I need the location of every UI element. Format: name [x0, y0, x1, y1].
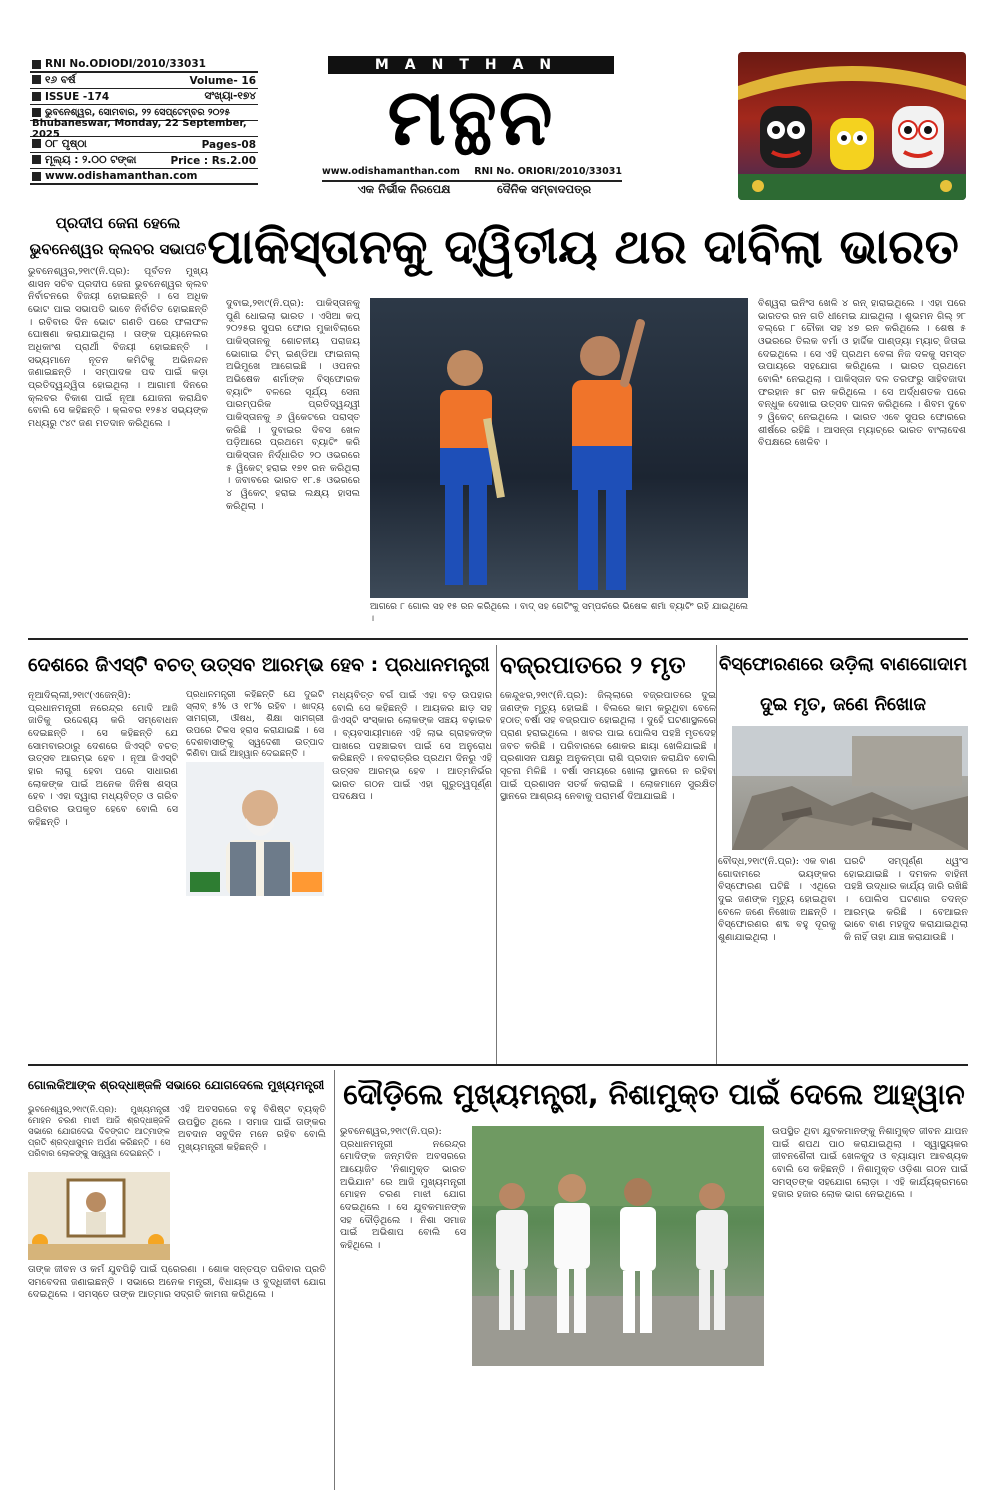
- column-rule-2: [716, 645, 717, 1065]
- player-right: [572, 318, 646, 590]
- story6-body-a: ଭୁବନେଶ୍ୱର,୨୧ା୯(ନି.ପ୍ର): ମୁଖ୍ୟମନ୍ତ୍ରୀ ମୋହନ ଚରଣ ମାଝୀ ଆଜି ଶ୍ରଦ୍ଧାଞ୍ଜଳି ସଭାରେ ଯୋଗଦେଇ ଦିବଙ୍ଗତ ଆତ୍ମାଙ୍କ ପ୍ରତି ଶ୍ରଦ୍ଧାସୁମନ ଅର୍ପଣ କରିଛନ୍ତି । ସେ ପରିବାର ଲୋକଙ୍କୁ ସାନ୍ତ୍ୱନା ଦେଇଛନ୍ତି ।: [28, 1104, 170, 1159]
- section-divider-2: [28, 1064, 968, 1066]
- deity-illustration: [738, 52, 966, 200]
- story2-headline: ପ୍ରଦୀପ ଜେନା ହେଲେ ଭୁବନେଶ୍ୱର କ୍ଲବର ସଭାପତି: [29, 214, 207, 258]
- story5-subhead: ଦୁଇ ମୃତ, ଜଣେ ନିଖୋଜ: [760, 694, 926, 715]
- rni-row: [30, 57, 258, 73]
- tagline-left: ଏକ ନିର୍ଭୀକ ନିରପେକ୍ଷ: [357, 182, 451, 196]
- price: Price : Rs.2.00: [170, 154, 256, 167]
- bullet-icon: [32, 75, 41, 84]
- bullet-icon: [32, 172, 41, 181]
- deity-figure-left: [760, 106, 812, 168]
- pm-photo-illustration: [186, 762, 324, 896]
- cricket-photo-illustration: [370, 298, 748, 598]
- website: www.odishamanthan.com: [45, 170, 198, 182]
- banner-text: MANTHAN: [374, 57, 568, 73]
- masthead-website: www.odishamanthan.com: [322, 166, 460, 177]
- info-panel: [30, 57, 258, 187]
- story5-headline: ବିସ୍ଫୋରଣରେ ଉଡ଼ିଲା ବାଣଗୋଦାମ: [718, 654, 968, 675]
- story3-body-b: ପ୍ରଧାନମନ୍ତ୍ରୀ କହିଛନ୍ତି ଯେ ଦୁଇଟି ସ୍ଲାବ୍ ୫% ଓ ୧୮% ରହିବ । ଖାଦ୍ୟ ସାମଗ୍ରୀ, ଔଷଧ, ଶିକ୍ଷା ସାମଗ୍ରୀ ଉପରେ ଟିକସ ହ୍ରାସ କରାଯାଇଛି । ସେ ଦେଶବାସୀଙ୍କୁ ସ୍ୱଦେଶୀ ଉତ୍ପାଦ କିଣିବା ପାଇଁ ଆହ୍ୱାନ ଦେଇଛନ୍ତି ।: [186, 690, 324, 760]
- year-odia: ୧୬ ବର୍ଷ: [45, 74, 76, 86]
- player-left: [440, 350, 505, 585]
- bullet-icon: [32, 60, 41, 69]
- story6-body-c: ତାଙ୍କ ଜୀବନ ଓ କର୍ମ ଯୁବପିଢ଼ି ପାଇଁ ପ୍ରେରଣା । ଶୋକ ସନ୍ତପ୍ତ ପରିବାର ପ୍ରତି ସମବେଦନା ଜଣାଇଛନ୍ତି । ସଭାରେ ଅନେକ ମନ୍ତ୍ରୀ, ବିଧାୟକ ଓ ବୁଦ୍ଧିଜୀବୀ ଯୋଗ ଦେଇଥିଲେ । ସମସ୍ତେ ତାଙ୍କ ଆତ୍ମାର ସଦ୍‌ଗତି କାମନା କରିଥିଲେ ।: [28, 1264, 326, 1301]
- story1-body-c: ବିଶ୍ୱରା ଇନିଂସ ଖେଳି ୪ ରନ୍ ହାରାଇଥିଲେ । ଏହା ପରେ ଭାରତର ରନ ଗତି ଧୀମେଇ ଯାଇଥିଲା । ଶୁଭମନ ଗିଲ୍ ୨୮ ବଲ୍‌ରେ ୮ ଚୌକା ସହ ୪୭ ରନ କରିଥିଲେ । ଶେଷ ୫ ଓଭରରେ ତିଲକ ବର୍ମା ଓ ହାର୍ଦ୍ଦିକ ପାଣ୍ଡ୍ୟା ମ୍ୟାଚ୍ ଜିତାଇ ଦେଇଥିଲେ । ସେ ଏହି ପ୍ରଥମ ବେଳା ନିଜ ଦଳକୁ ସମସ୍ତ ଉପାୟରେ ସହଯୋଗ କରିଥିଲେ । ଭାରତ ପ୍ରଥମେ ବୋଲିଂ ନେଇଥିଲା । ପାକିସ୍ତାନ ଦଳ ତରଫରୁ ସାହିବଜାଦା ଫରହାନ ୫୮ ରନ କରିଥିଲେ । ସେ ଅର୍ଦ୍ଧଶତକ ପରେ ବନ୍ଧୁକ ଦେଖାଇ ଉତ୍ସବ ପାଳନ କରିଥିଲେ । ଶିବମ ଦୁବେ ୨ ୱିକେଟ୍ ନେଇଥିଲେ । ଭାରତ ଏବେ ସୁପର ଫୋରରେ ଶୀର୍ଷରେ ରହିଛି । ଆସନ୍ତା ମ୍ୟାଚ୍‌ରେ ଭାରତ ବାଂଲାଦେଶ ବିପକ୍ଷରେ ଖେଳିବ ।: [758, 298, 966, 449]
- issue-odia: ସଂଖ୍ୟା-୧୭୪: [204, 90, 256, 102]
- story2-body: ଭୁବନେଶ୍ୱର,୨୧ା୯(ନି.ପ୍ର): ପୂର୍ବତନ ମୁଖ୍ୟ ଶାସନ ସଚିବ ପ୍ରଦୀପ ଜେନା ଭୁବନେଶ୍ୱର କ୍ଲବ ନିର୍ବାଚନରେ ବିଜୟୀ ହୋଇଛନ୍ତି । ସେ ଅଧିକ ଭୋଟ ପାଇ ସଭାପତି ଭାବେ ନିର୍ବାଚିତ ହୋଇଛନ୍ତି । ରବିବାର ଦିନ ଭୋଟ ଗଣତି ପରେ ଫଳାଫଳ ଘୋଷଣା କରାଯାଇଥିଲା । ତାଙ୍କ ପ୍ୟାନେଲର ଅଧିକାଂଶ ପ୍ରାର୍ଥୀ ବିଜୟୀ ହୋଇଛନ୍ତି । ସଭ୍ୟମାନେ ନୂତନ କମିଟିକୁ ଅଭିନନ୍ଦନ ଜଣାଇଛନ୍ତି । ସମ୍ପାଦକ ପଦ ପାଇଁ କଡ଼ା ପ୍ରତିଦ୍ୱନ୍ଦ୍ୱିତା ହୋଇଥିଲା । ଆଗାମୀ ଦିନରେ କ୍ଲବର ବିକାଶ ପାଇଁ ନୂଆ ଯୋଜନା କରାଯିବ ବୋଲି ସେ କହିଛନ୍ତି । କ୍ଲବର ୧୨୫୪ ସଭ୍ୟଙ୍କ ମଧ୍ୟରୁ ୯୪୯ ଜଣ ମତଦାନ କରିଥିଲେ ।: [28, 266, 208, 429]
- year-row: [30, 73, 258, 89]
- story6-headline: ଗୋଲକିଆଙ୍କ ଶ୍ରଦ୍ଧାଞ୍ଜଳି ସଭାରେ ଯୋଗଦେଲେ ମୁଖ୍ୟମନ୍ତ୍ରୀ: [28, 1078, 325, 1092]
- deity-figure-center: [830, 118, 874, 170]
- story7-headline: ଦୌଡ଼ିଲେ ମୁଖ୍ୟମନ୍ତ୍ରୀ, ନିଶାମୁକ୍ତ ପାଇଁ ଦେଲେ ଆହ୍ୱାନ: [343, 1078, 965, 1111]
- story1-body-a: ଦୁବାଇ,୨୧ା୯(ନି.ପ୍ର): ପାକିସ୍ତାନକୁ ପୁଣି ଧୋଇଲା ଭାରତ । ଏସିଆ କପ୍ ୨୦୨୫ର ସୁପର ଫୋର ମୁକାବିଲାରେ ପାକିସ୍ତାନକୁ ଶୋଚନୀୟ ପରାଜୟ ଭୋଗାଇ ଟିମ୍ ଇଣ୍ଡିଆ ଫାଇନାଲ୍ ଅଭିମୁଖେ ଆଗେଇଛି । ଓପନର ଅଭିଷେକ ଶର୍ମାଙ୍କ ବିସ୍ଫୋରକ ବ୍ୟାଟିଂ ବଳରେ ସୂର୍ଯ୍ୟ ସେନା ପାରମ୍ପରିକ ପ୍ରତିଦ୍ୱନ୍ଦ୍ୱୀ ପାକିସ୍ତାନକୁ ୬ ୱିକେଟରେ ପରାସ୍ତ କରିଛି । ଦୁବାଇର ଦିବସ ଖେଳ ପଡ଼ିଆରେ ପ୍ରଥମେ ବ୍ୟାଟିଂ କରି ପାକିସ୍ତାନ ନିର୍ଦ୍ଧାରିତ ୨୦ ଓଭରରେ ୫ ୱିକେଟ୍ ହରାଇ ୧୭୧ ରନ କରିଥିଲା । ଜବାବରେ ଭାରତ ୧୮.୫ ଓଭରରେ ୪ ୱିକେଟ୍ ହରାଇ ଲକ୍ଷ୍ୟ ହାସଲ କରିଥିଲା ।: [226, 298, 360, 512]
- column-rule-3: [334, 1070, 335, 1490]
- tagline-right: ଦୈନିକ ସମ୍ବାଦପତ୍ର: [496, 182, 592, 196]
- volume: Volume- 16: [189, 74, 256, 87]
- price-row: [30, 153, 258, 169]
- newspaper-logo: [320, 72, 622, 164]
- bullet-icon: [32, 108, 41, 117]
- bullet-icon: [32, 155, 41, 164]
- story7-body-b: ଉପସ୍ଥିତ ଥିବା ଯୁବକମାନଙ୍କୁ ନିଶାମୁକ୍ତ ଜୀବନ ଯାପନ ପାଇଁ ଶପଥ ପାଠ କରାଯାଇଥିଲା । ସ୍ୱାସ୍ଥ୍ୟକର ଜୀବନଶୈଳୀ ପାଇଁ ଖେଳକୁଦ ଓ ବ୍ୟାୟାମ ଆବଶ୍ୟକ ବୋଲି ସେ କହିଛନ୍ତି । ନିଶାମୁକ୍ତ ଓଡ଼ିଶା ଗଠନ ପାଇଁ ସମସ୍ତଙ୍କ ସହଯୋଗ ଲୋଡ଼ା । ଏହି କାର୍ଯ୍ୟକ୍ରମରେ ହଜାର ହଜାର ଲୋକ ଭାଗ ନେଇଥିଲେ ।: [772, 1126, 968, 1201]
- rni-number: RNI No.ODIODI/2010/33031: [45, 58, 206, 70]
- story7-body-a: ଭୁବନେଶ୍ୱର,୨୧ା୯(ନି.ପ୍ର): ପ୍ରଧାନମନ୍ତ୍ରୀ ନରେନ୍ଦ୍ର ମୋଦିଙ୍କ ଜନ୍ମଦିନ ଅବସରରେ ଆୟୋଜିତ 'ନିଶାମୁକ୍ତ ଭାରତ ଅଭିଯାନ' ରେ ଆଜି ମୁଖ୍ୟମନ୍ତ୍ରୀ ମୋହନ ଚରଣ ମାଝୀ ଯୋଗ ଦେଇଥିଲେ । ସେ ଯୁବକମାନଙ୍କ ସହ ଦୌଡ଼ିଥିଲେ । ନିଶା ସମାଜ ପାଇଁ ଅଭିଶାପ ବୋଲି ସେ କହିଥିଲେ ।: [340, 1126, 466, 1251]
- masthead-rni: RNI No. ORIORI/2010/33031: [474, 166, 622, 177]
- issue: ISSUE -174: [45, 90, 110, 103]
- deity-figure-right: [892, 106, 944, 168]
- explosion-photo: [732, 726, 968, 850]
- bullet-icon: [32, 139, 41, 148]
- date-odia: ଭୁବନେଶ୍ୱର, ସୋମବାର, ୨୨ ସେପ୍ଟେମ୍ବର ୨୦୨୫: [45, 107, 231, 118]
- story1-photo-caption: ଆଗରେ ୮ ଗୋଲ ସହ ୧୫ ରନ କରିଥିଲେ । ବାଦ୍ ସହ ଗେଟିଂକୁ ସମ୍ପର୍କରେ ଭିଷେକ ଶର୍ମା ବ୍ୟାଟିଂ ରହି ଯାଇଥିଲେ ।: [370, 602, 748, 624]
- story3-body-c: ମଧ୍ୟବିତ୍ତ ବର୍ଗ ପାଇଁ ଏହା ବଡ଼ ଉପହାର ବୋଲି ସେ କହିଛନ୍ତି । ଆୟକର ଛାଡ଼ ସହ ଜିଏସ୍‌ଟି ସଂସ୍କାର ଲୋକଙ୍କ ସଞ୍ଚୟ ବଢ଼ାଇବ । ବ୍ୟବସାୟୀମାନେ ଏହି ଲାଭ ଗ୍ରାହକଙ୍କ ପାଖରେ ପହଞ୍ଚାଇବା ପାଇଁ ସେ ଅନୁରୋଧ କରିଛନ୍ତି । ନବରାତ୍ରିର ପ୍ରଥମ ଦିନରୁ ଏହି ଉତ୍ସବ ଆରମ୍ଭ ହେବ । ଆତ୍ମନିର୍ଭର ଭାରତ ଗଠନ ପାଇଁ ଏହା ଗୁରୁତ୍ୱପୂର୍ଣ୍ଣ ପଦକ୍ଷେପ ।: [332, 690, 492, 803]
- website-row: [30, 169, 258, 185]
- date-en-row: [30, 117, 258, 140]
- story3-body-a: ନୂଆଦିଲ୍ଲୀ,୨୧ା୯(ଏଜେନ୍ସି): ପ୍ରଧାନମନ୍ତ୍ରୀ ନରେନ୍ଦ୍ର ମୋଦି ଆଜି ଜାତିକୁ ଉଦ୍ଦେଶ୍ୟ କରି ସମ୍ବୋଧନ ଦେଇଛନ୍ତି । ସେ କହିଛନ୍ତି ଯେ ସୋମବାରଠାରୁ ଦେଶରେ ଜିଏସ୍‌ଟି ବଚତ୍ ଉତ୍ସବ ଆରମ୍ଭ ହେବ । ନୂଆ ଜିଏସ୍‌ଟି ହାର ଲାଗୁ ହେବା ପରେ ସାଧାରଣ ଲୋକଙ୍କ ପାଇଁ ଅନେକ ଜିନିଷ ଶସ୍ତା ହେବ । ଏହା ଦ୍ୱାରା ମଧ୍ୟବିତ୍ତ ଓ ଗରିବ ପରିବାର ଉପକୃତ ହେବେ ବୋଲି ସେ କହିଛନ୍ତି ।: [28, 690, 178, 828]
- story6-body-b: ଏହି ଅବସରରେ ବହୁ ବିଶିଷ୍ଟ ବ୍ୟକ୍ତି ଉପସ୍ଥିତ ଥିଲେ । ସମାଜ ପାଇଁ ତାଙ୍କର ଅବଦାନ ସବୁଦିନ ମନେ ରହିବ ବୋଲି ମୁଖ୍ୟମନ୍ତ୍ରୀ କହିଛନ୍ତି ।: [178, 1104, 326, 1153]
- story3-headline: ଦେଶରେ ଜିଏସ୍‌ଟି ବଚତ୍ ଉତ୍ସବ ଆରମ୍ଭ ହେବ : ପ୍ରଧାନମନ୍ତ୍ରୀ: [28, 654, 490, 676]
- tribute-photo-illustration: [28, 1172, 170, 1260]
- tribute-photo: [28, 1172, 170, 1260]
- story5-body-b: ଘରଟି ସମ୍ପୂର୍ଣ୍ଣ ଧ୍ୱଂସ ହୋଇଯାଇଛି । ଦମକଳ ବାହିନୀ ପହଞ୍ଚି ଉଦ୍ଧାର କାର୍ଯ୍ୟ ଜାରି ରଖିଛି । ପୋଲିସ ଘଟଣାର ତଦନ୍ତ ଆରମ୍ଭ କରିଛି । ବେଆଇନ ଭାବେ ବାଣ ମହଜୁଦ କରାଯାଇଥିଲା କି ନାହିଁ ତାହା ଯାଞ୍ଚ କରାଯାଉଛି ।: [844, 856, 968, 943]
- column-rule-1: [496, 645, 497, 1065]
- marathon-photo: [472, 1126, 764, 1366]
- issue-row: [30, 89, 258, 105]
- cricket-photo: [370, 298, 748, 598]
- deity-image: [738, 52, 966, 200]
- pages-odia: ୦୮ ପୃଷ୍ଠା: [45, 138, 87, 150]
- marathon-photo-illustration: [472, 1126, 764, 1366]
- story5-body-a: ବୌଦ୍ଧ,୨୧ା୯(ନି.ପ୍ର): ଏକ ବାଣ ଗୋଦାମରେ ଭୟଙ୍କର ବିସ୍ଫୋରଣ ଘଟିଛି । ଏଥିରେ ଦୁଇ ଜଣଙ୍କ ମୃତ୍ୟୁ ହୋଇଥିବା ବେଳେ ଜଣେ ନିଖୋଜ ଅଛନ୍ତି । ବିସ୍ଫୋରଣର ଶବ୍ଦ ବହୁ ଦୂରକୁ ଶୁଣାଯାଇଥିଲା ।: [718, 856, 836, 943]
- pm-photo: [186, 762, 324, 896]
- story1-headline: ପାକିସ୍ତାନକୁ ଦ୍ୱିତୀୟ ଥର ଦାବିଲା ଭାରତ: [207, 219, 959, 275]
- bullet-icon: [32, 92, 41, 101]
- explosion-photo-illustration: [732, 726, 968, 850]
- section-divider-1: [28, 638, 968, 640]
- story4-headline: ବଜ୍ରପାତରେ ୨ ମୃତ: [500, 651, 686, 679]
- story4-body: କେନ୍ଦୁଝର,୨୧ା୯(ନି.ପ୍ର): ଜିଲ୍ଲାରେ ବଜ୍ରପାତରେ ଦୁଇ ଜଣଙ୍କ ମୃତ୍ୟୁ ହୋଇଛି । ବିଲରେ କାମ କରୁଥିବା ବେଳେ ହଠାତ୍ ବର୍ଷା ସହ ବଜ୍ରପାତ ହୋଇଥିଲା । ଦୁହେଁ ଘଟଣାସ୍ଥଳରେ ପ୍ରାଣ ହରାଇଥିଲେ । ଖବର ପାଇ ପୋଲିସ ପହଞ୍ଚି ମୃତଦେହ ଜବତ କରିଛି । ପରିବାରରେ ଶୋକର ଛାୟା ଖେଳିଯାଇଛି । ପ୍ରଶାସନ ପକ୍ଷରୁ ଅନୁକମ୍ପା ରାଶି ପ୍ରଦାନ କରାଯିବ ବୋଲି ସୂଚନା ମିଳିଛି । ବର୍ଷା ସମୟରେ ଖୋଲା ସ୍ଥାନରେ ନ ରହିବା ପାଇଁ ପ୍ରଶାସନ ସତର୍କ କରାଇଛି । ଲୋକମାନେ ସୁରକ୍ଷିତ ସ୍ଥାନରେ ଆଶ୍ରୟ ନେବାକୁ ପରାମର୍ଶ ଦିଆଯାଇଛି ।: [500, 690, 716, 803]
- pages: Pages-08: [201, 138, 256, 151]
- price-odia: ମୂଲ୍ୟ : ୨.୦୦ ଟଙ୍କା: [45, 154, 137, 166]
- date-en: Bhubaneswar, Monday, 22 September, 2025: [32, 117, 247, 140]
- logo-text: ମନ୍ଥନ: [387, 73, 555, 163]
